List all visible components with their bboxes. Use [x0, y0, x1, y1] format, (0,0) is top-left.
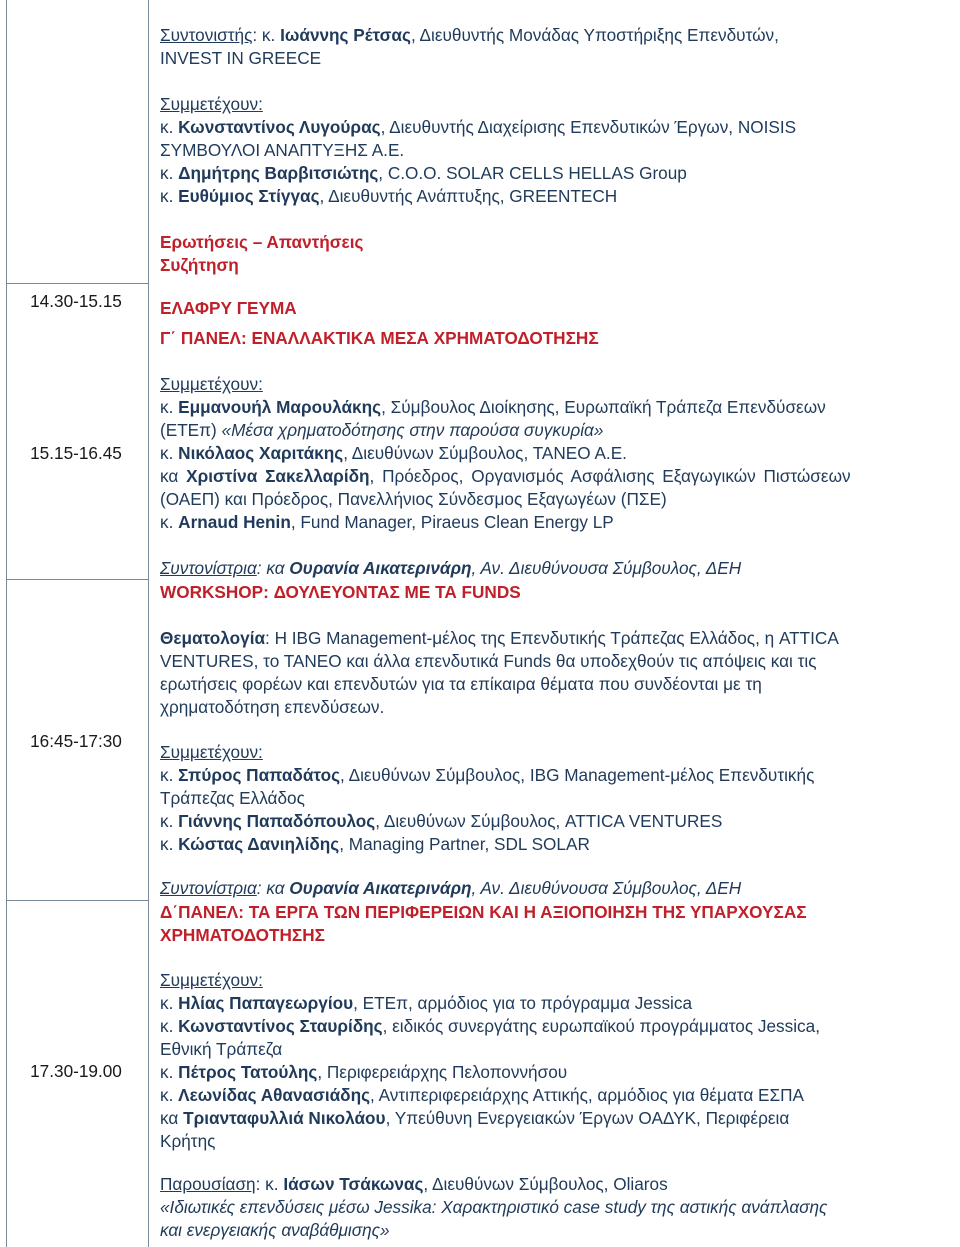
speaker-name: Ιάσων Τσάκωνας [283, 1174, 424, 1194]
panel-c [160, 327, 950, 350]
workshop-title: WORKSHOP: ΔΟΥΛΕΥΟΝΤΑΣ ΜΕ ΤΑ FUNDS [160, 582, 521, 602]
participant: κ. Σπύρος Παπαδάτος, Διευθύνων Σύμβουλος, IBG Management-μέλος Επενδυτικής [160, 765, 815, 785]
participant: κα Τριανταφυλλιά Νικολάου, Υπεύθυνη Ενεργειακών Έργων ΟΑΔΥΚ, Περιφέρεια [160, 1108, 790, 1128]
coordinator-label: Συντονίστρια [160, 878, 257, 898]
session-previous-panel: Συντονιστής: κ. Ιωάννης Ρέτσας, Διευθυντής Μονάδας Υποστήριξης Επενδυτών, INVEST IN GREECE [160, 24, 950, 70]
presentation-label: Παρουσίαση [160, 1174, 256, 1194]
qa-heading: Ερωτήσεις – Απαντήσεις [160, 232, 364, 252]
participant: κ. Γιάννης Παπαδόπουλος, Διευθύνων Σύμβουλος, ATTICA VENTURES [160, 811, 723, 831]
participants-label: Συμμετέχουν: [160, 742, 263, 762]
talk-topic: «Μέσα χρηματοδότησης στην παρούσα συγκυρία» [221, 420, 604, 440]
participants-label: Συμμετέχουν: [160, 94, 263, 114]
participant: κ. Εμμανουήλ Μαρουλάκης, Σύμβουλος Διοίκησης, Ευρωπαϊκή Τράπεζα Επενδύσεων [160, 397, 826, 417]
presentation-block: Παρουσίαση: κ. Ιάσων Τσάκωνας, Διευθύνων Σύμβουλος, Oliaros «Ιδιωτικές επενδύσεις μέσω Jessika: Χαρακτηριστικό case study της αστικής ανάπλασης και ενεργειακής αναβάθμισης» [160, 1173, 950, 1242]
participant: κ. Ηλίας Παπαγεωργίου, ΕΤΕπ, αρμόδιος για το πρόγραμμα Jessica [160, 993, 693, 1013]
panel-title: Δ΄ΠΑΝΕΛ: ΤΑ ΕΡΓΑ ΤΩΝ ΠΕΡΙΦΕΡΕΙΩΝ ΚΑΙ Η ΑΞΙΟΠΟΙΗΣΗ ΤΗΣ ΥΠΑΡΧΟΥΣΑΣ [160, 902, 807, 922]
speaker-name: Ουρανία Αικατερινάρη [289, 878, 472, 898]
coordinator-line: Συντονίστρια: κα Ουρανία Αικατερινάρη, Αν. Διευθύνουσα Σύμβουλος, ΔΕΗ [160, 878, 742, 898]
row-divider [6, 283, 148, 284]
panel-d: Δ΄ΠΑΝΕΛ: ΤΑ ΕΡΓΑ ΤΩΝ ΠΕΡΙΦΕΡΕΙΩΝ ΚΑΙ Η ΑΞΙΟΠΟΙΗΣΗ ΤΗΣ ΥΠΑΡΧΟΥΣΑΣ ΧΡΗΜΑΤΟΔΟΤΗΣΗΣ [160, 901, 950, 947]
participant: κ. Κώστας Δανιηλίδης, Managing Partner, SDL SOLAR [160, 834, 590, 854]
participant: κ. Κωνσταντίνος Σταυρίδης, ειδικός συνεργάτης ευρωπαϊκού προγράμματος Jessica, [160, 1016, 820, 1036]
time-slot: 14.30-15.15 [30, 291, 122, 311]
participant: κ. Πέτρος Τατούλης, Περιφερειάρχης Πελοποννήσου [160, 1062, 568, 1082]
participants-block: Συμμετέχουν: κ. Ηλίας Παπαγεωργίου, ΕΤΕπ, αρμόδιος για το πρόγραμμα Jessica κ. Κωνσταντίνος Σταυρίδης, ειδικός συνεργάτης ευρωπαϊκού προγράμματος Jessica, Εθνική Τράπεζα κ. Πέτρος Τατούλης, Περιφερειάρχης Πελοποννήσου κ. Λεωνίδας Αθανασιάδης, Αντιπεριφερειάρχης Αττικής, αρμόδιος για θέματα ΕΣΠΑ κα Τριανταφυλλιά Νικολάου, Υπεύθυνη Ενεργειακών Έργων ΟΑΔΥΚ, Περιφέρεια Κρήτης [160, 969, 950, 1153]
participants-label: Συμμετέχουν: [160, 970, 263, 990]
participants-block: Συμμετέχουν: κ. Εμμανουήλ Μαρουλάκης, Σύμβουλος Διοίκησης, Ευρωπαϊκή Τράπεζα Επενδύσεων (ΕΤΕπ) «Μέσα χρηματοδότησης στην παρούσα συγκυρία» κ. Νικόλαος Χαριτάκης, Διευθύνων Σύμβουλος, ΤΑΝΕΟ Α.Ε. κα Χριστίνα Σακελλαρίδη, Πρόεδρος, Οργανισμός Ασφάλισης Εξαγωγικών Πιστώσεων (ΟΑΕΠ) και Πρόεδρος, Πανελλήνιος Σύνδεσμος Εξαγωγέων (ΠΣΕ) κ. Arnaud Henin, Fund Manager, Piraeus Clean Energy LP [160, 373, 950, 534]
time-slot: 15.15-16.45 [30, 443, 122, 463]
discussion-heading: Συζήτηση [160, 255, 239, 275]
participant: κ. Δημήτρης Βαρβιτσιώτης, C.O.O. SOLAR CELLS HELLAS Group [160, 163, 687, 183]
participants-label: Συμμετέχουν: [160, 374, 263, 394]
time-slot: 17.30-19.00 [30, 1061, 122, 1081]
panel-title: Γ΄ ΠΑΝΕΛ: ΕΝΑΛΛΑΚΤΙΚΑ ΜΕΣΑ ΧΡΗΜΑΤΟΔΟΤΗΣΗΣ [160, 328, 599, 348]
speaker-name: Ιωάννης Ρέτσας [280, 25, 411, 45]
participant: κ. Νικόλαος Χαριτάκης, Διευθύνων Σύμβουλος, ΤΑΝΕΟ Α.Ε. [160, 443, 627, 463]
participants-block: Συμμετέχουν: κ. Κωνσταντίνος Λυγούρας, Διευθυντής Διαχείρισης Επενδυτικών Έργων, NOISIS ΣΥΜΒΟΥΛΟΙ ΑΝΑΠΤΥΞΗΣ Α.Ε. κ. Δημήτρης Βαρβιτσιώτης, C.O.O. SOLAR CELLS HELLAS Group κ. Ευθύμιος Στίγγας, Διευθυντής Ανάπτυξης, GREENTECH [160, 93, 950, 208]
participants-block: Συμμετέχουν: κ. Σπύρος Παπαδάτος, Διευθύνων Σύμβουλος, IBG Management-μέλος Επενδυτικής Τράπεζας Ελλάδος κ. Γιάννης Παπαδόπουλος, Διευθύνων Σύμβουλος, ATTICA VENTURES κ. Κώστας Δανιηλίδης, Managing Partner, SDL SOLAR [160, 741, 950, 856]
row-divider [6, 900, 148, 901]
participant: κα Χριστίνα Σακελλαρίδη, Πρόεδρος, Οργανισμός Ασφάλισης Εξαγωγικών Πιστώσεων [160, 466, 851, 486]
topic-block: Θεματολογία: Η IBG Management-μέλος της Επενδυτικής Τράπεζας Ελλάδος, η ATTICA VENTURES, το ΤΑΝΕΟ και άλλα επενδυτικά Funds θα υποδεχθούν τις απόψεις και τις ερωτήσεις φορέων και επενδυτών για τα επίκαιρα θέματα που συνδέονται με τη χρηματοδότηση επενδύσεων. [160, 628, 839, 717]
table-column-divider [148, 0, 149, 1247]
coordinator-label: Συντονιστής [160, 25, 253, 45]
coordinator-line: Συντονίστρια: κα Ουρανία Αικατερινάρη, Αν. Διευθύνουσα Σύμβουλος, ΔΕΗ [160, 558, 742, 578]
lunch-block [160, 297, 950, 320]
participant: κ. Ευθύμιος Στίγγας, Διευθυντής Ανάπτυξης, GREENTECH [160, 186, 618, 206]
coordinator-line: Συντονιστής: κ. Ιωάννης Ρέτσας, Διευθυντής Μονάδας Υποστήριξης Επενδυτών, [160, 25, 779, 45]
workshop [160, 581, 950, 604]
lunch-heading: ΕΛΑΦΡΥ ΓΕΥΜΑ [160, 298, 297, 318]
participant: κ. Arnaud Henin, Fund Manager, Piraeus Clean Energy LP [160, 512, 614, 532]
talk-topic: «Ιδιωτικές επενδύσεις μέσω Jessika: Χαρακτηριστικό case study της αστικής ανάπλασης [160, 1197, 828, 1217]
participant: κ. Κωνσταντίνος Λυγούρας, Διευθυντής Διαχείρισης Επενδυτικών Έργων, NOISIS [160, 117, 797, 137]
topic-label: Θεματολογία [160, 628, 266, 648]
speaker-name: Ουρανία Αικατερινάρη [289, 558, 472, 578]
coordinator-label: Συντονίστρια [160, 558, 257, 578]
qa-block [160, 231, 950, 277]
row-divider [6, 579, 148, 580]
time-slot: 16:45-17:30 [30, 731, 122, 751]
participant: κ. Λεωνίδας Αθανασιάδης, Αντιπεριφερειάρχης Αττικής, αρμόδιος για θέματα ΕΣΠΑ [160, 1085, 805, 1105]
